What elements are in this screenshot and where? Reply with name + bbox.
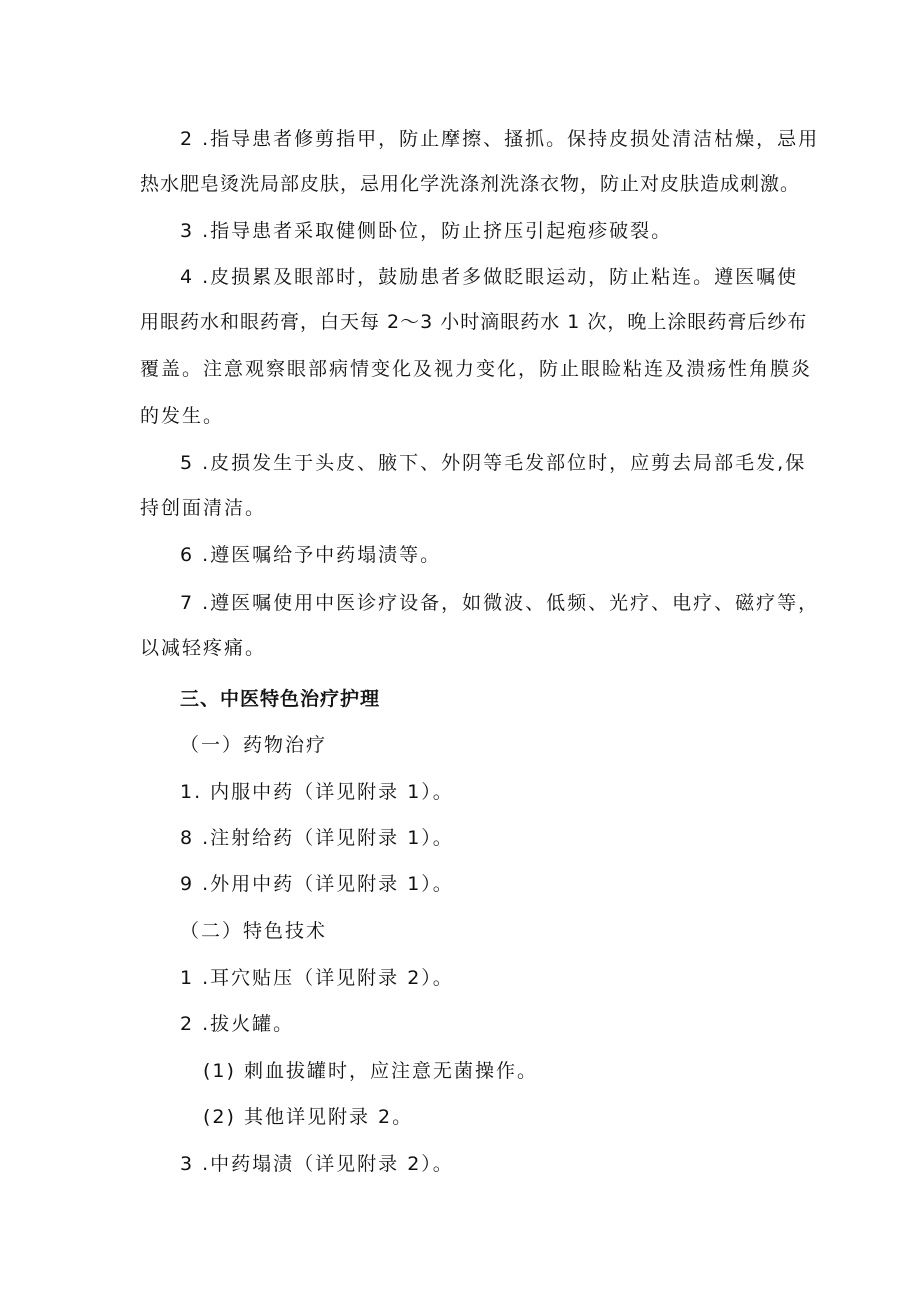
care-item-4-line-4: 的发生。 (140, 405, 225, 427)
subsection-2-heading: （二）特色技术 (180, 920, 328, 942)
care-item-2-line-2: 热水肥皂烫洗局部皮肤，忌用化学洗涤剂洗涤衣物，防止对皮肤造成刺激。 (140, 173, 801, 195)
care-item-5-line-1: 5 .皮损发生于头皮、腋下、外阴等毛发部位时，应剪去局部毛发,保 (180, 452, 807, 474)
care-item-4-line-2: 用眼药水和眼药膏，白天每 2〜3 小时滴眼药水 1 次，晚上涂眼药膏后纱布 (140, 311, 808, 333)
subsection-1-heading: （一）药物治疗 (180, 734, 328, 756)
drug-item-3: 9 .外用中药（详见附录 1）。 (180, 873, 454, 895)
care-item-6-line-1: 6 .遵医嘱给予中药塌渍等。 (180, 544, 442, 566)
drug-item-2: 8 .注射给药（详见附录 1）。 (180, 827, 454, 849)
care-item-4-line-1: 4 .皮损累及眼部时，鼓励患者多做眨眼运动，防止粘连。遵医嘱使 (180, 266, 799, 288)
care-item-7-line-1: 7 .遵医嘱使用中医诊疗设备，如微波、低频、光疗、电疗、磁疗等， (180, 592, 820, 614)
care-item-2-line-1: 2 .指导患者修剪指甲，防止摩擦、搔抓。保持皮损处清洁枯燥，忌用 (180, 128, 820, 150)
technique-item-2-sub-2: (2) 其他详见附录 2。 (203, 1106, 414, 1128)
care-item-7-line-2: 以减轻疼痛。 (140, 637, 267, 659)
care-item-4-line-3: 覆盖。注意观察眼部病情变化及视力变化，防止眼睑粘连及溃疡性角膜炎 (140, 358, 813, 380)
technique-item-1: 1 .耳穴贴压（详见附录 2）。 (180, 967, 454, 989)
technique-item-2: 2 .拔火罐。 (180, 1013, 295, 1035)
technique-item-3: 3 .中药塌渍（详见附录 2）。 (180, 1153, 454, 1175)
drug-item-1: 1. 内服中药（详见附录 1）。 (180, 781, 454, 803)
section-3-heading: 三、中医特色治疗护理 (180, 688, 381, 710)
technique-item-2-sub-1: (1) 刺血拔罐时，应注意无菌操作。 (203, 1060, 538, 1082)
care-item-3-line-1: 3 .指导患者采取健侧卧位，防止挤压引起疱疹破裂。 (180, 220, 673, 242)
care-item-5-line-2: 持创面清洁。 (140, 497, 267, 519)
